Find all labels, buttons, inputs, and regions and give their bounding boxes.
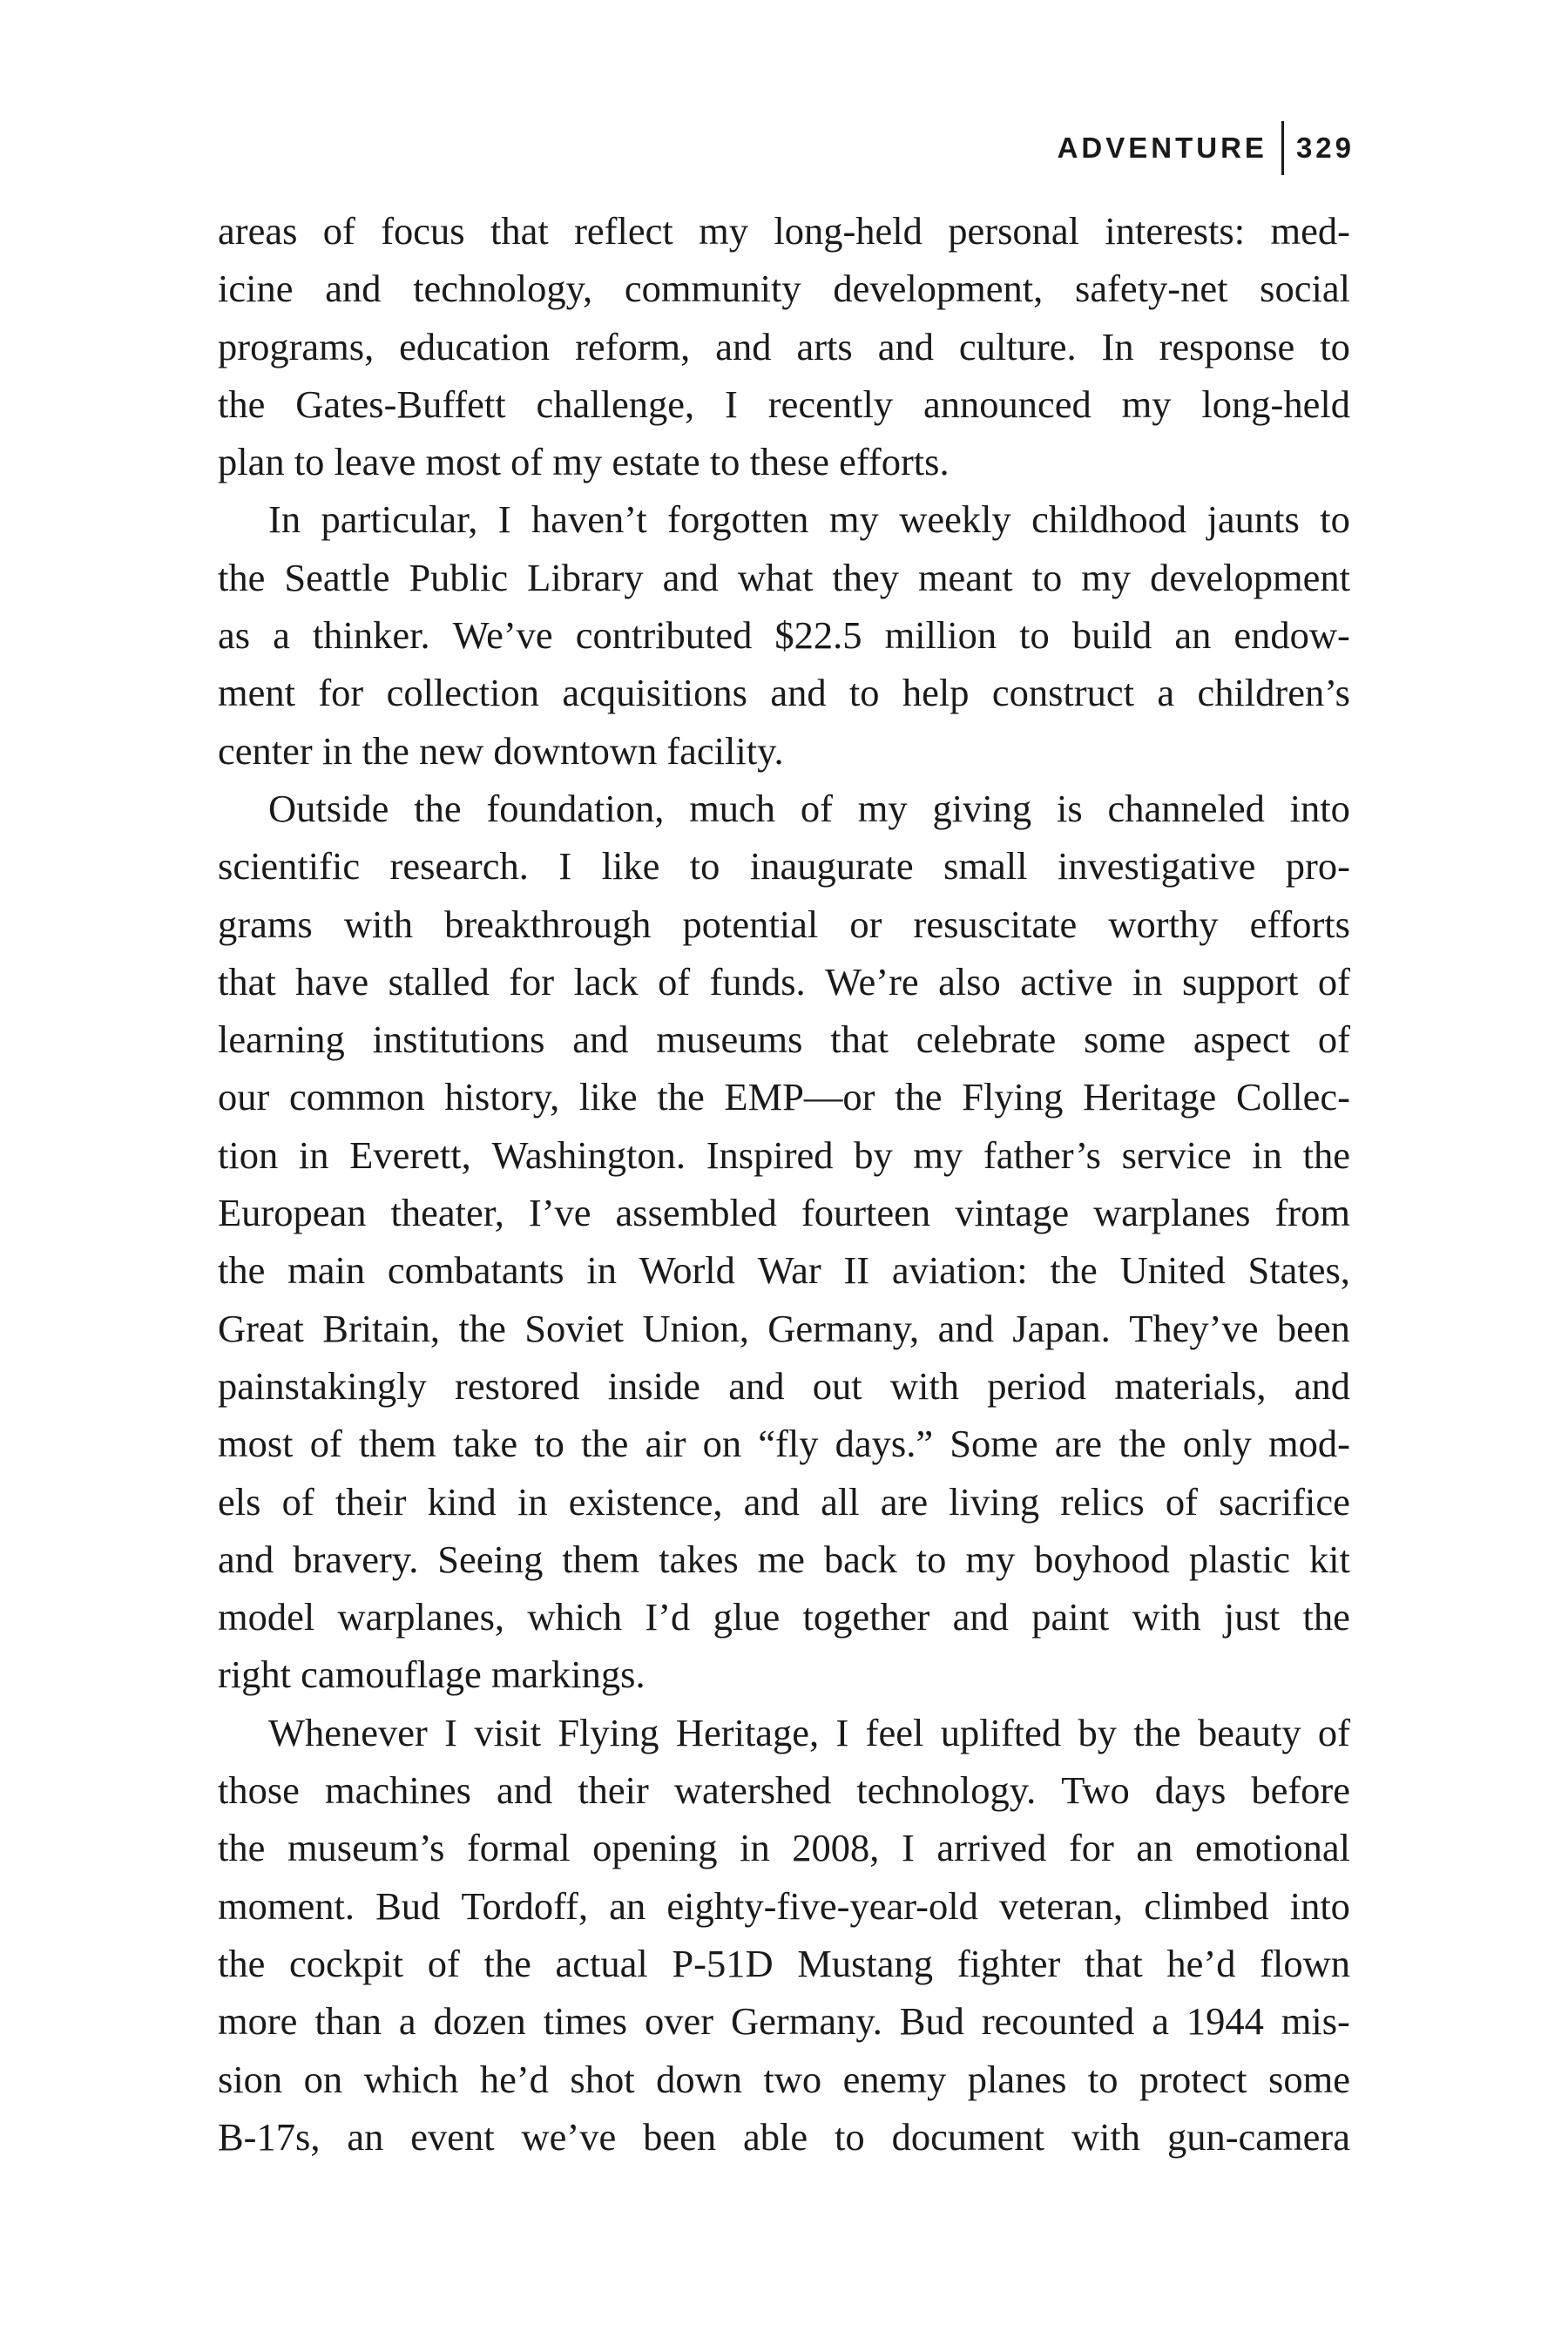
text-line: areas of focus that reflect my long-held personal interests: med- <box>218 209 1350 253</box>
text-line: els of their kind in existence, and all are living relics of sacrifice <box>218 1479 1350 1524</box>
text-line: the Gates-Buffett challenge, I recently announced my long-held <box>218 382 1350 426</box>
text-line: and bravery. Seeing them takes me back to my boyhood plastic kit <box>218 1537 1350 1581</box>
running-head-section: ADVENTURE <box>1057 132 1267 164</box>
paragraph <box>218 202 1350 490</box>
text-line: as a thinker. We’ve contributed $22.5 million to build an endow- <box>218 613 1350 658</box>
text-line: grams with breakthrough potential or resuscitate worthy efforts <box>218 902 1350 946</box>
text-line: center in the new downtown facility. <box>218 728 784 773</box>
text-line: ment for collection acquisitions and to help construct a children’s <box>218 671 1350 715</box>
running-head <box>1058 122 1355 174</box>
text-line: our common history, like the EMP—or the Flying Heritage Collec- <box>218 1075 1350 1119</box>
text-line: painstakingly restored inside and out with period materials, and <box>218 1363 1350 1408</box>
text-line: the museum’s formal opening in 2008, I arrived for an emotional <box>218 1826 1350 1870</box>
page-number: 329 <box>1295 132 1355 164</box>
paragraph <box>218 1704 1350 2166</box>
text-line: plan to leave most of my estate to these efforts. <box>218 440 950 484</box>
text-line: icine and technology, community development, safety-net social <box>218 267 1350 311</box>
body-text <box>218 202 1350 2166</box>
text-line: most of them take to the air on “fly days.” Some are the only mod- <box>218 1422 1350 1466</box>
text-line: more than a dozen times over Germany. Bud recounted a 1944 mis- <box>218 1999 1350 2044</box>
text-line: Outside the foundation, much of my giving is channeled into <box>268 786 1350 830</box>
text-line: right camouflage markings. <box>218 1652 645 1697</box>
text-line: tion in Everett, Washington. Inspired by my father’s service in the <box>218 1132 1350 1177</box>
text-line: Great Britain, the Soviet Union, Germany, and Japan. They’ve been <box>218 1306 1350 1350</box>
text-line: Whenever I visit Flying Heritage, I feel uplifted by the beauty of <box>268 1710 1350 1754</box>
text-line: sion on which he’d shot down two enemy planes to protect some <box>218 2057 1350 2101</box>
text-line: moment. Bud Tordoff, an eighty-five-year-old veteran, climbed into <box>218 1883 1350 1928</box>
text-line: European theater, I’ve assembled fourteen vintage warplanes from <box>218 1191 1350 1235</box>
text-line: model warplanes, which I’d glue together and paint with just the <box>218 1595 1350 1639</box>
text-line: programs, education reform, and arts and culture. In response to <box>218 324 1350 368</box>
text-line: learning institutions and museums that celebrate some aspect of <box>218 1017 1350 1062</box>
text-line: scientific research. I like to inaugurate small investigative pro- <box>218 844 1350 889</box>
paragraph <box>218 780 1350 1704</box>
paragraph <box>218 490 1350 779</box>
text-line: B-17s, an event we’ve been able to document with gun-camera <box>218 2114 1350 2159</box>
text-line: the main combatants in World War II aviation: the United States, <box>218 1248 1350 1293</box>
text-line: In particular, I haven’t forgotten my weekly childhood jaunts to <box>268 497 1350 542</box>
text-line: those machines and their watershed technology. Two days before <box>218 1768 1350 1813</box>
text-line: the cockpit of the actual P-51D Mustang fighter that he’d flown <box>218 1941 1350 1985</box>
text-line: the Seattle Public Library and what they meant to my development <box>218 555 1350 599</box>
running-head-divider <box>1281 121 1284 175</box>
text-line: that have stalled for lack of funds. We’re also active in support of <box>218 959 1350 1004</box>
